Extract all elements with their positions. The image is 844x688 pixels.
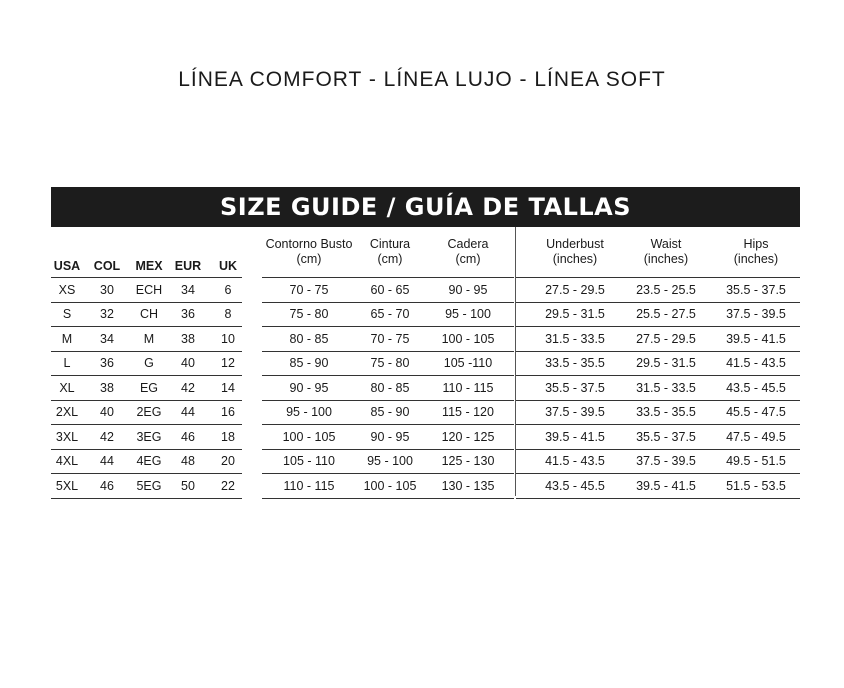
cell-waist: 37.5 - 39.5	[636, 454, 696, 468]
cell-waist: 25.5 - 27.5	[636, 307, 696, 321]
cell-mex: 5EG	[136, 478, 162, 493]
cell-cadera: 125 - 130	[441, 454, 495, 468]
column-divider	[515, 227, 516, 496]
header-eur: EUR	[174, 259, 202, 273]
cell-uk: 20	[221, 454, 235, 468]
cell-mex: EG	[139, 380, 159, 395]
cell-cintura: 85 - 90	[370, 405, 410, 419]
cell-busto: 80 - 85	[289, 331, 329, 346]
page-subtitle: LÍNEA COMFORT - LÍNEA LUJO - LÍNEA SOFT	[178, 68, 666, 91]
cell-cadera: 130 - 135	[441, 478, 495, 493]
cell-mex: 3EG	[136, 429, 162, 444]
cell-underbust: 41.5 - 43.5	[545, 454, 605, 468]
header-uk: UK	[218, 259, 238, 273]
cell-col: 32	[100, 307, 114, 321]
cell-cadera: 95 - 100	[445, 307, 491, 321]
cell-hips: 49.5 - 51.5	[726, 454, 786, 468]
cell-cintura: 65 - 70	[370, 307, 410, 321]
cell-underbust: 35.5 - 37.5	[545, 380, 605, 395]
cell-cintura: 95 - 100	[367, 454, 413, 468]
header-hips-unit: (inches)	[733, 252, 779, 266]
header-cadera-label: Cadera	[447, 237, 489, 251]
cell-underbust: 33.5 - 35.5	[545, 356, 605, 370]
cell-waist: 31.5 - 33.5	[636, 380, 696, 395]
cell-usa: 4XL	[55, 454, 79, 468]
header-busto-label: Contorno Busto	[265, 237, 353, 251]
cell-eur: 42	[181, 380, 195, 395]
cell-eur: 50	[181, 478, 195, 493]
header-waist	[629, 227, 703, 277]
cell-cadera: 110 - 115	[442, 380, 494, 395]
cell-cadera: 105 -110	[443, 356, 493, 370]
cell-hips: 47.5 - 49.5	[726, 429, 786, 444]
cell-uk: 6	[224, 282, 232, 297]
cell-hips: 37.5 - 39.5	[726, 307, 786, 321]
cell-usa: XS	[58, 282, 76, 297]
cell-uk: 12	[221, 356, 235, 370]
cell-waist: 27.5 - 29.5	[636, 331, 696, 346]
cell-eur: 46	[181, 429, 195, 444]
cell-busto: 70 - 75	[289, 282, 329, 297]
cell-underbust: 29.5 - 31.5	[545, 307, 605, 321]
cell-uk: 18	[221, 429, 235, 444]
cell-hips: 41.5 - 43.5	[726, 356, 786, 370]
cell-cintura: 60 - 65	[370, 282, 410, 297]
cell-cadera: 115 - 120	[442, 405, 494, 419]
header-col: COL	[93, 259, 121, 273]
cell-busto: 85 - 90	[289, 356, 329, 370]
cell-eur: 36	[181, 307, 195, 321]
cell-eur: 38	[181, 331, 195, 346]
cell-uk: 10	[221, 331, 235, 346]
cell-cintura: 100 - 105	[363, 478, 417, 493]
cell-busto: 90 - 95	[289, 380, 329, 395]
cell-hips: 51.5 - 53.5	[726, 478, 786, 493]
cell-hips: 45.5 - 47.5	[726, 405, 786, 419]
cell-uk: 8	[224, 307, 232, 321]
cell-col: 44	[100, 454, 114, 468]
cell-eur: 44	[181, 405, 195, 419]
cell-col: 40	[100, 405, 114, 419]
cell-busto: 110 - 115	[283, 478, 335, 493]
cell-waist: 39.5 - 41.5	[636, 478, 696, 493]
cell-underbust: 43.5 - 45.5	[545, 478, 605, 493]
cell-cintura: 90 - 95	[370, 429, 410, 444]
header-cintura-label: Cintura	[369, 237, 411, 251]
cell-mex: ECH	[135, 282, 163, 297]
header-underbust	[538, 227, 612, 277]
cell-eur: 40	[181, 356, 195, 370]
cell-col: 36	[100, 356, 114, 370]
cell-eur: 34	[181, 282, 195, 297]
cell-uk: 22	[221, 478, 235, 493]
cell-mex: CH	[139, 307, 159, 321]
cell-col: 42	[100, 429, 114, 444]
cell-usa: 3XL	[55, 429, 79, 444]
header-waist-unit: (inches)	[643, 252, 689, 266]
header-waist-label: Waist	[650, 237, 682, 251]
cell-usa: L	[63, 356, 71, 370]
cell-busto: 100 - 105	[282, 429, 336, 444]
cell-waist: 35.5 - 37.5	[636, 429, 696, 444]
cell-hips: 39.5 - 41.5	[726, 331, 786, 346]
cell-waist: 29.5 - 31.5	[636, 356, 696, 370]
header-underbust-unit: (inches)	[552, 252, 598, 266]
row-separator	[516, 498, 800, 499]
cell-busto: 105 - 110	[283, 454, 335, 468]
cell-cintura: 75 - 80	[370, 356, 410, 370]
header-cadera	[435, 227, 501, 277]
cell-cadera: 90 - 95	[448, 282, 488, 297]
cell-cintura: 70 - 75	[370, 331, 410, 346]
cell-waist: 23.5 - 25.5	[636, 282, 696, 297]
header-cintura-unit: (cm)	[377, 252, 403, 266]
cell-busto: 95 - 100	[286, 405, 332, 419]
cell-underbust: 39.5 - 41.5	[545, 429, 605, 444]
header-underbust-label: Underbust	[546, 237, 604, 251]
cell-col: 30	[100, 282, 114, 297]
cell-mex: M	[143, 331, 155, 346]
cell-usa: M	[61, 331, 73, 346]
cell-usa: S	[62, 307, 72, 321]
cell-hips: 35.5 - 37.5	[726, 282, 786, 297]
size-table	[51, 227, 800, 496]
cell-col: 46	[100, 478, 114, 493]
header-contorno-busto	[256, 227, 362, 277]
cell-waist: 33.5 - 35.5	[636, 405, 696, 419]
header-cintura	[357, 227, 423, 277]
cell-uk: 14	[221, 380, 235, 395]
row-separator	[262, 498, 514, 499]
cell-cadera: 120 - 125	[441, 429, 495, 444]
header-hips-label: Hips	[743, 237, 769, 251]
cell-mex: G	[144, 356, 154, 370]
cell-underbust: 37.5 - 39.5	[545, 405, 605, 419]
cell-eur: 48	[181, 454, 195, 468]
cell-col: 34	[100, 331, 114, 346]
cell-usa: 2XL	[55, 405, 79, 419]
size-guide-banner: SIZE GUIDE / GUÍA DE TALLAS	[51, 187, 800, 227]
cell-usa: XL	[59, 380, 75, 395]
cell-busto: 75 - 80	[289, 307, 329, 321]
cell-underbust: 31.5 - 33.5	[545, 331, 605, 346]
cell-underbust: 27.5 - 29.5	[545, 282, 605, 297]
cell-uk: 16	[221, 405, 235, 419]
cell-col: 38	[100, 380, 114, 395]
header-mex: MEX	[135, 259, 163, 273]
cell-hips: 43.5 - 45.5	[726, 380, 786, 395]
header-busto-unit: (cm)	[296, 252, 322, 266]
header-usa: USA	[53, 259, 81, 273]
header-hips	[719, 227, 793, 277]
row-separator	[51, 498, 242, 499]
cell-mex: 2EG	[136, 405, 162, 419]
cell-usa: 5XL	[55, 478, 79, 493]
header-cadera-unit: (cm)	[455, 252, 481, 266]
cell-cintura: 80 - 85	[370, 380, 410, 395]
cell-mex: 4EG	[136, 454, 162, 468]
cell-cadera: 100 - 105	[441, 331, 495, 346]
